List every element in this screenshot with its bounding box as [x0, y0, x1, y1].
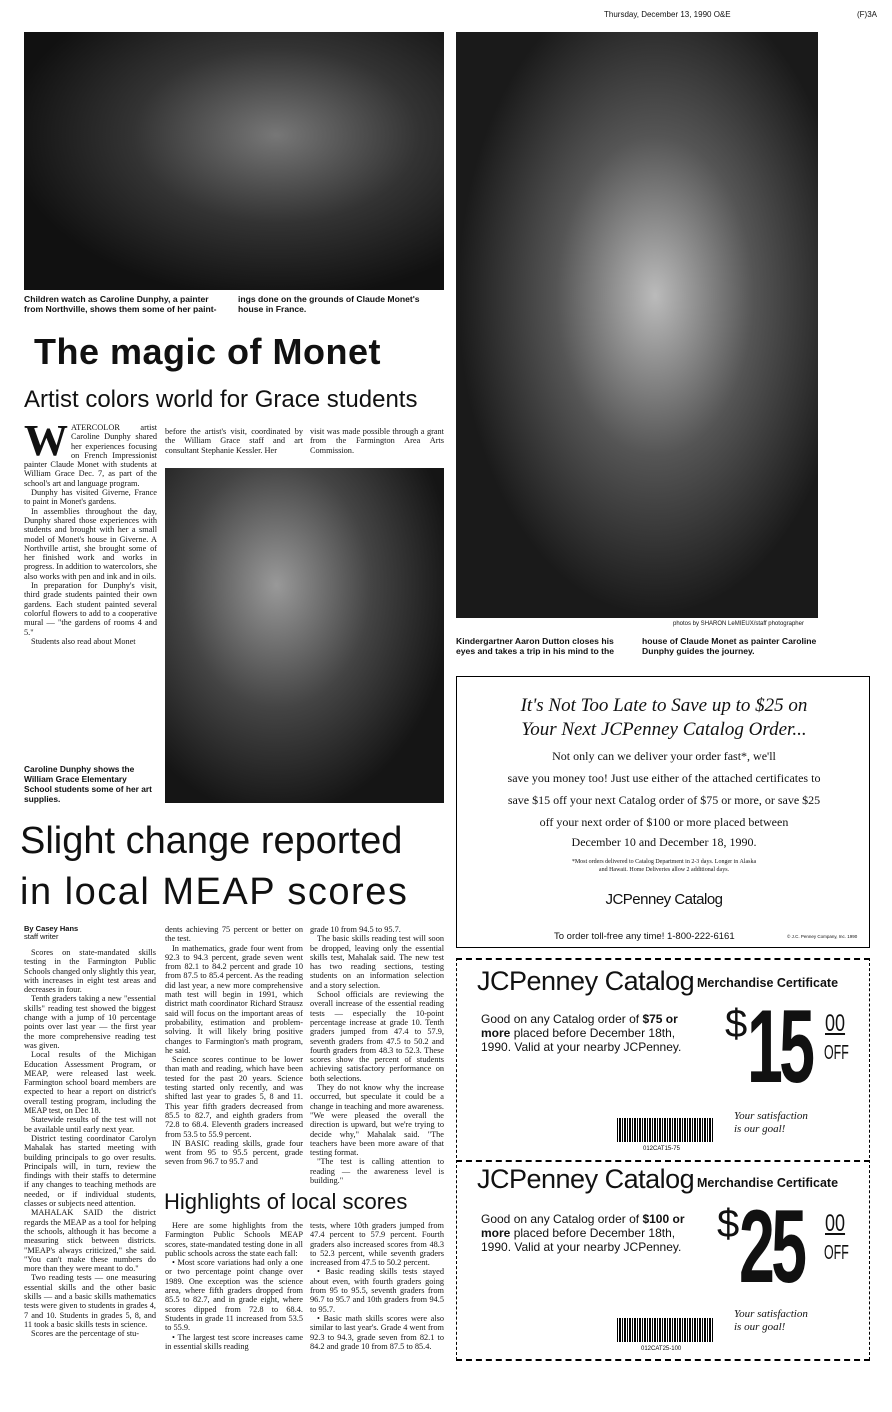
meap-para: The basic skills reading test will soon be dropped, leaving only the essential skills test, Mahalak said. The new test has two reading sections, testing students on an information selection and a story selection.: [310, 934, 444, 990]
meap-para: dents achieving 75 percent or better on the test.: [165, 925, 303, 944]
dunphy-photo: [165, 468, 444, 803]
meap-para: Scores on state-mandated skills testing in the Farmington Public Schools changed only slightly this year, with increases in eight test areas and decreases in four.: [24, 948, 156, 995]
cert-divider-bottom: [456, 1359, 870, 1361]
ad-headline-1: It's Not Too Late to Save up to $25 on: [520, 695, 808, 716]
monet-dropcap: W: [24, 416, 68, 465]
monet-headline: The magic of Monet: [34, 331, 382, 372]
meap-para: Tenth graders taking a new "essential skills" reading test showed the biggest change with a jump of 10 percentage points over last year — the first year the more comprehensive reading test was given.: [24, 994, 156, 1050]
meap-para: IN BASIC reading skills, grade four went from 95 to 95.5 percent, grade seven from 96.7 to 95.7 and: [165, 1138, 303, 1167]
cert15-code: 012CAT15-75: [643, 1146, 680, 1152]
ad-fine-print-2: and Hawaii. Home Deliveries allow 2 additional days.: [598, 867, 730, 873]
cert25-terms-bold: $100 or more: [481, 1212, 685, 1240]
meap-col2: [165, 925, 303, 1167]
meap-para: District testing coordinator Carolyn Mahalak has started meeting with building principals to go over results. Principals will, in turn, review the findings with their staffs to determine if any changes to teaching methods are needed, or if individual students, classes or subjects need attention.: [24, 1133, 156, 1209]
cert15-title: Merchandise Certificate: [697, 976, 839, 990]
photo-caption-right-1: Kindergartner Aaron Dutton closes his eyes and takes a trip in his mind to the: [456, 636, 615, 656]
cert25-title: Merchandise Certificate: [697, 1176, 839, 1190]
highlights-para: Here are some highlights from the Farmington Public Schools MEAP scores, state-mandated testing done in all public schools across the state each fall:: [165, 1221, 303, 1258]
meap-para: They do not know why the increase occurred, but speculate it could be a change in teaching and more awareness. "We were pleased the overall the direction is upward, but we're trying to decide why," Mahalak said. "The teachers have been more aware of that testing format.: [310, 1083, 444, 1158]
cert15-terms-post: placed before December 18th, 1990. Valid at your nearby JCPenney.: [481, 1026, 682, 1054]
meap-para: Science scores continue to be lower than math and reading, which have been tested for the past 20 years. Science testing started only recently, and was shifted last year to grades 5, 8 and 11. This year fifth graders decreased from 85.5 to 82.7, and eighth graders from 72.8 to 68.4. Eleventh graders increased from 53.5 to 55.9 percent.: [165, 1055, 303, 1139]
meap-para: School officials are reviewing the overall increase of the essential reading tests — especially the 10-point percentage increase at grade 10. Tenth graders jumped from 47.4 to 57.9, seventh graders from 47.5 to 50.2 and fourth graders from 48.3 to 52.3. These scores show the percent of students achieving satisfactory performance on both selections.: [310, 990, 444, 1083]
meap-para: Two reading tests — one measuring essential skills and the other basic skills — and a basic skills mathematics tests were given to students in grades 4, 7 and 10. Students in grades 5, 8, and 11 took a basic skills tests in science.: [24, 1273, 156, 1329]
highlights-headline: Highlights of local scores: [164, 1189, 408, 1214]
cert15-terms-bold: $75 or more: [481, 1012, 678, 1040]
highlights-col1: [165, 1221, 303, 1351]
ad-copyright: © J.C. Penney Company, Inc. 1990: [787, 934, 858, 939]
cert25-brand: JCPenney Catalog: [477, 1164, 695, 1194]
cert25-tagline-1: Your satisfaction: [734, 1308, 808, 1320]
ad-body-4: off your next order of $100 or more placed between: [539, 815, 789, 829]
monet-col3: visit was made possible through a grant from the Farmington Area Arts Commission.: [310, 427, 444, 455]
cert25-terms-post: placed before December 18th, 1990. Valid at your nearby JCPenney.: [481, 1226, 682, 1254]
monet-col1: [24, 416, 157, 646]
highlights-col2: [310, 1221, 444, 1351]
meap-para: In mathematics, grade four went from 92.3 to 94.3 percent, grade seven went from 82.1 to 84.2 percent and grade 10 from 87.5 to 85.4 percent. As the reading did last year, a new more comprehensive math test will begin in 1991, which district math coordinator Richard Strausz said will focus on the important areas of probability, estimation and problem-solving. It will likely bring positive changes to Farmington's math program, he said.: [165, 943, 303, 1055]
cert25-dollar: $: [717, 1202, 740, 1246]
cert25-amount: 25: [739, 1189, 804, 1305]
cert15-cents: 00: [825, 1010, 846, 1037]
cert25-tagline-2: is our goal!: [734, 1321, 786, 1333]
cert15-brand: JCPenney Catalog: [477, 966, 695, 996]
highlights-para: tests, where 10th graders jumped from 47.4 percent to 57.9 percent. Fourth graders also increased scores from 48.3 to 52.3 percent, while seventh graders increased from 47.5 to 50.2 percent.: [310, 1221, 444, 1268]
monet-para: In preparation for Dunphy's visit, third grade students painted their own gardens. Each student painted several colorful flowers to add to a cooperative mural — "the gardens of rooms 4 and 5.": [24, 581, 157, 637]
dunphy-photo-caption: Caroline Dunphy shows the William Grace Elementary School students some of her art supplies.: [24, 764, 152, 804]
phone-number: To order toll-free any time! 1-800-222-6161: [554, 931, 735, 942]
kindergartner-photo: [456, 32, 818, 618]
meap-para: grade 10 from 94.5 to 95.7.: [310, 925, 401, 934]
classroom-photo: [24, 32, 444, 290]
photo-credit: photos by SHARON LeMIEUX/staff photographer: [673, 621, 804, 627]
ad-body-3: save $15 off your next Catalog order of $75 or more, or save $25: [507, 793, 821, 807]
highlights-para: • Basic reading skills tests stayed about even, with fourth graders going from 95 to 95.5, seventh graders from 96.7 to 95.7 and 10th graders from 94.5 to 95.7.: [310, 1267, 444, 1314]
cert15-tagline-1: Your satisfaction: [734, 1110, 808, 1122]
cert15-terms: [481, 1012, 691, 1054]
ad-body-5: December 10 and December 18, 1990.: [571, 835, 757, 849]
jcpenney-ad: [456, 676, 870, 948]
cert15-tagline-2: is our goal!: [734, 1123, 786, 1135]
cert15-amount: 15: [747, 989, 812, 1105]
meap-para: "The test is calling attention to reading — the awareness level is building.": [310, 1157, 444, 1186]
meap-para: Local results of the Michigan Education Assessment Program, or MEAP, were released last week. Farmington school board members are expected to hear a report on district's overall testing program, including the MEAP test, on Dec 18.: [24, 1050, 156, 1116]
meap-headline-1: Slight change reported: [20, 820, 403, 862]
ad-body-2: save you money too! Just use either of the attached certificates to: [507, 771, 821, 785]
cert25-cents: 00: [825, 1210, 846, 1237]
certificate-15: [456, 958, 870, 1163]
monet-para: ATERCOLOR artist Caroline Dunphy shared her experiences focusing on French Impressionist painter Claude Monet with students at William Grace Dec. 7, as part of the school's art and language program.: [24, 423, 157, 488]
byline-name: By Casey Hans: [24, 924, 79, 933]
cert25-terms: [481, 1212, 691, 1254]
masthead-page: (F)3A: [857, 10, 877, 19]
meap-headline-2: in local MEAP scores: [20, 871, 409, 913]
cert25-code: 012CAT25-100: [641, 1346, 682, 1352]
certificate-25: [456, 1160, 870, 1360]
meap-para: MAHALAK SAID the district regards the MEAP as a tool for helping the schools, although it has become a measuring stick between districts. "MEAP's always criticized," she said. "You can't make these numbers do more than they were meant to do.": [24, 1208, 156, 1274]
highlights-para: • The largest test score increases came in essential skills reading: [165, 1332, 303, 1351]
byline-title: staff writer: [24, 932, 59, 941]
meap-byline: [24, 925, 78, 941]
ad-headline-2: Your Next JCPenney Catalog Order...: [521, 719, 807, 740]
cert25-barcode: [617, 1318, 713, 1342]
ad-body-1: Not only can we deliver your order fast*, we'll: [552, 749, 776, 763]
photo-caption-left-2: ings done on the grounds of Claude Monet's house in France.: [238, 294, 420, 314]
highlights-para: • Basic math skills scores were also similar to last year's. Grade 4 went from 92.3 to 94.3, grade seven from 82.1 to 84.2 and grade 10 from 87.5 to 85.4.: [310, 1313, 444, 1351]
photo-caption-right-2: house of Claude Monet as painter Caroline Dunphy guides the journey.: [642, 636, 817, 656]
meap-para: Scores are the percentage of stu-: [31, 1329, 140, 1339]
ad-logo: JCPenney Catalog: [605, 891, 723, 908]
photo-caption-left-1: Children watch as Caroline Dunphy, a painter from Northville, shows them some of her paint-: [24, 294, 217, 314]
meap-col3: [310, 925, 444, 1185]
masthead-date: Thursday, December 13, 1990 O&E: [604, 10, 731, 19]
cert15-dollar: $: [725, 1002, 748, 1046]
highlights-para: • Most score variations had only a one or two percentage point change over 1989. One exception was the science area, where fifth graders dropped from 85.5 to 82.7, and in grade eight, where scores dipped from 72.8 to 68.4. Students in grade 11 increased from 53.5 to 55.9.: [165, 1258, 303, 1333]
ad-fine-print-1: *Most orders delivered to Catalog Department in 2-3 days. Longer in Alaska: [571, 859, 757, 865]
cert25-terms-pre: Good on any Catalog order of: [481, 1212, 640, 1226]
cert15-barcode: [617, 1118, 713, 1142]
monet-deck: Artist colors world for Grace students: [24, 386, 418, 413]
cert15-terms-pre: Good on any Catalog order of: [481, 1012, 640, 1026]
monet-para: In assemblies throughout the day, Dunphy shared those experiences with students and brought with her a small model of Monet's house in Giverne. A Northville artist, she brought some of her finished work and works in progress. In addition to watercolors, she also works with pen and ink and in oils.: [24, 506, 157, 581]
monet-para: Students also read about Monet: [31, 636, 136, 646]
monet-para: Dunphy has visited Giverne, France to paint in Monet's gardens.: [24, 488, 157, 507]
cert25-off: OFF: [824, 1242, 849, 1264]
meap-col1: [24, 948, 156, 1338]
meap-para: Statewide results of the test will not be available until early next year.: [24, 1115, 156, 1134]
cert15-off: OFF: [824, 1042, 849, 1064]
monet-col2: before the artist's visit, coordinated by the William Grace staff and art consultant Stephanie Kessler. Her: [165, 427, 303, 455]
